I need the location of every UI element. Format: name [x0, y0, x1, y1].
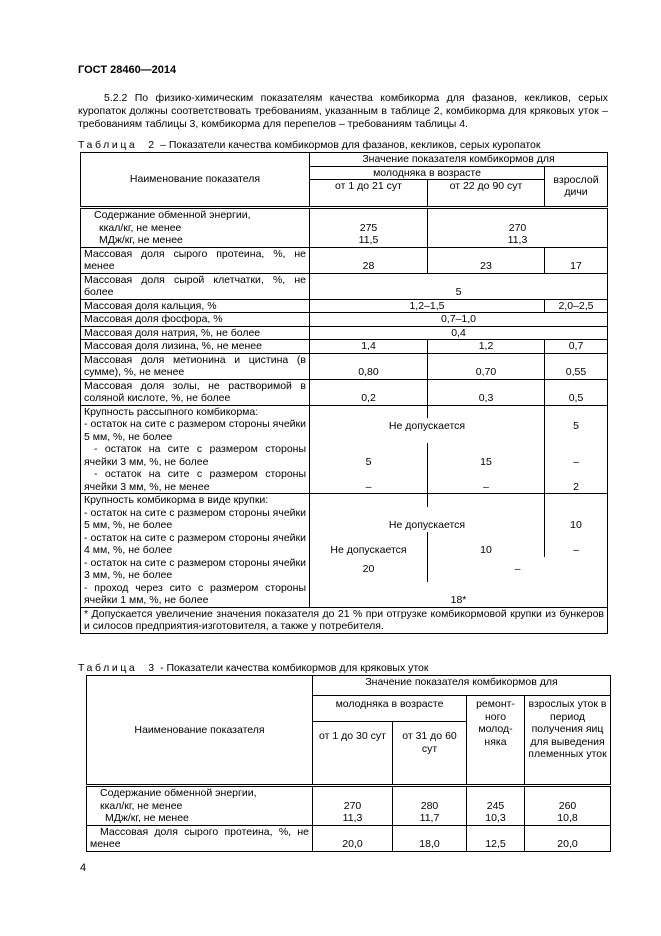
t2-energy-a1: 275	[359, 221, 378, 234]
t2-row-crumb-s1	[81, 507, 608, 532]
table3-caption-word: Таблица	[78, 662, 138, 674]
t2-crumb-s1-v12: Не допускается	[310, 507, 545, 532]
t2-loose-s3-v1: –	[310, 468, 428, 494]
standard-header: ГОСТ 28460—2014	[78, 64, 177, 76]
table2-caption-word: Таблица	[78, 139, 138, 151]
t2-loose-s1-v3: 5	[545, 418, 608, 443]
t2-energy-l3: МДж/кг, не менее	[99, 234, 183, 246]
t2-phosphorus-v: 0,7–1,0	[310, 313, 608, 327]
t3-protein-v1: 20,0	[313, 825, 393, 851]
t2-crumb-s2-v3: –	[545, 532, 608, 557]
t2-fiber-name: Массовая доля сырой клетчатки, %, не более	[81, 273, 310, 299]
t2-phosphorus-name: Массовая доля фосфора, %	[81, 313, 310, 327]
t2-protein-v3: 17	[545, 247, 608, 273]
t3-energy-b1: 11,3	[342, 812, 363, 824]
intro-paragraph	[78, 92, 608, 131]
t2-row-lysine	[81, 340, 608, 354]
table3	[86, 675, 611, 852]
t3-protein-v2: 18,0	[393, 825, 467, 851]
t2-loose-title: Крупность рассыпного комбикорма:	[81, 405, 310, 418]
t3-protein-v4: 20,0	[525, 825, 611, 851]
t2-crumb-s1-v3: 10	[545, 507, 608, 532]
t3-energy-a1: 270	[343, 799, 362, 812]
t2-row-crumb-title	[81, 494, 608, 507]
intro-text: 5.2.2 По физико-химическим показателям качества комбикорма для фазанов, кекликов, серых куропаток должны соответствовать требованиям, указанным в таблице 2, комбикорма для кряковых уток – требованиям таблицы 3, комбикорма для перепелов – требованиям таблицы 4.	[78, 92, 608, 130]
table2	[80, 152, 608, 634]
t2-methionine-v3: 0,55	[545, 353, 608, 379]
t3-energy-l1: Содержание обменной энергии,	[100, 787, 257, 799]
t2-row-loose-title	[81, 405, 608, 418]
t2-sodium-v: 0,4	[310, 326, 608, 340]
t3-protein-name: Массовая доля сырого протеина, %, не менее	[87, 825, 313, 851]
t3-energy-a3: 245	[486, 799, 505, 812]
t2-loose-s2-v3: –	[545, 443, 608, 468]
t2-ash-name: Массовая доля золы, не растворимой в соляной кислоте, %, не более	[81, 379, 310, 405]
t2-methionine-name: Массовая доля метионина и цистина (в сумме), %, не менее	[81, 353, 310, 379]
t2-calcium-v3: 2,0–2,5	[545, 299, 608, 313]
t2-row-crumb-s3	[81, 557, 608, 582]
t2-head-young: молодняка в возрасте	[310, 166, 545, 180]
t2-loose-s2: - остаток на сите с размером стороны ячейки 3 мм, %, не более	[81, 443, 310, 468]
t2-lysine-name: Массовая доля лизина, %, не менее	[81, 340, 310, 354]
t2-row-loose-s2	[81, 443, 608, 468]
t2-crumb-s4-v: 18*	[310, 582, 608, 608]
t2-row-crumb-s2	[81, 532, 608, 557]
t2-loose-s1-v12: Не допускается	[310, 418, 545, 443]
t2-energy-a2: 270	[508, 221, 527, 234]
t2-row-protein	[81, 247, 608, 273]
t2-fiber-v: 5	[310, 273, 608, 299]
t2-calcium-v12: 1,2–1,5	[310, 299, 545, 313]
t2-row-methionine	[81, 353, 608, 379]
t3-head-age1: от 1 до 30 сут	[313, 722, 393, 786]
t3-head-repair: ремонт-ного молод-няка	[467, 696, 525, 786]
t2-protein-v2: 23	[428, 247, 545, 273]
t2-row-loose-s3	[81, 468, 608, 494]
table2-caption-title: – Показатели качества комбикормов для фазанов, кекликов, серых куропаток	[160, 139, 541, 151]
t3-head-age2: от 31 до 60 сут	[393, 722, 467, 786]
t2-crumb-s2-v1: Не допускается	[310, 532, 428, 557]
t3-energy-a2: 280	[420, 799, 439, 812]
t2-loose-s3: - остаток на сите с размером стороны ячейки 3 мм, %, не менее	[81, 468, 310, 494]
t2-ash-v3: 0,5	[545, 379, 608, 405]
t3-protein-v3: 12,5	[467, 825, 525, 851]
t3-head-name: Наименование показателя	[87, 676, 313, 786]
t2-crumb-s3: - остаток на сите с размером стороны ячейки 3 мм, %, не более	[81, 557, 310, 582]
t2-head-name: Наименование показателя	[81, 153, 310, 208]
t2-crumb-s2-v2: 10	[428, 532, 545, 557]
t2-protein-name: Массовая доля сырого протеина, %, не менее	[81, 247, 310, 273]
t2-loose-s2-v2: 15	[428, 443, 545, 468]
t2-head-value: Значение показателя комбикормов для	[310, 153, 608, 167]
t3-energy-l3: МДж/кг, не менее	[105, 812, 189, 824]
t2-ash-v1: 0,2	[310, 379, 428, 405]
t2-energy-l1: Содержание обменной энергии,	[94, 209, 251, 221]
t2-energy-l2: ккал/кг, не менее	[99, 221, 182, 234]
t3-energy-a4: 260	[558, 799, 577, 812]
t2-head-adult: взрослой дичи	[545, 166, 608, 208]
t2-loose-s2-v1: 5	[310, 443, 428, 468]
t2-crumb-s2: - остаток на сите с размером стороны ячейки 4 мм, %, не более	[81, 532, 310, 557]
t3-energy-b2: 11,7	[419, 812, 440, 824]
t3-energy-l2: ккал/кг, не менее	[100, 799, 183, 812]
t2-row-energy	[81, 208, 608, 248]
t3-energy-b4: 10,8	[557, 812, 578, 824]
t3-energy-b3: 10,3	[485, 812, 506, 824]
t2-crumb-s1: - остаток на сите с размером стороны ячейки 5 мм, %, не более	[81, 507, 310, 532]
t2-row-ash	[81, 379, 608, 405]
page-number: 4	[80, 862, 87, 874]
t2-footnote: * Допускается увеличение значения показателя до 21 % при отгрузке комбикормовой крупки из бункеров и силосов предприятия-изготовителя, а также у потребителя.	[81, 607, 608, 633]
t2-methionine-v2: 0,70	[428, 353, 545, 379]
t2-lysine-v3: 0,7	[545, 340, 608, 354]
t2-lysine-v1: 1,4	[310, 340, 428, 354]
t3-head-adult: взрослых уток в период получения яиц для выведения племенных уток	[525, 696, 611, 786]
t2-energy-b2: 11,3	[507, 234, 528, 246]
t2-calcium-name: Массовая доля кальция, %	[81, 299, 310, 313]
t2-crumb-s3-v1: 20	[310, 557, 428, 582]
t2-loose-s3-v2: –	[428, 468, 545, 494]
t2-row-loose-s1	[81, 418, 608, 443]
t2-row-footnote	[81, 607, 608, 633]
t2-loose-s3-v3: 2	[545, 468, 608, 494]
table3-caption-title: - Показатели качества комбикормов для кряковых уток	[160, 662, 429, 674]
t2-head-age2: от 22 до 90 сут	[428, 180, 545, 208]
t3-head-value: Значение показателя комбикормов для	[313, 676, 611, 696]
t2-ash-v2: 0,3	[428, 379, 545, 405]
t2-row-fiber	[81, 273, 608, 299]
t2-row-calcium	[81, 299, 608, 313]
t2-methionine-v1: 0,80	[310, 353, 428, 379]
t2-crumb-s3-v23: –	[428, 557, 608, 582]
t3-head-young: молодняка в возрасте	[313, 696, 467, 722]
t2-sodium-name: Массовая доля натрия, %, не более	[81, 326, 310, 340]
table3-caption	[78, 662, 429, 675]
t2-protein-v1: 28	[310, 247, 428, 273]
t2-row-crumb-s4	[81, 582, 608, 608]
table2-caption-num: 2	[148, 139, 155, 151]
t2-energy-b1: 11,5	[358, 234, 379, 246]
t2-crumb-title: Крупность комбикорма в виде крупки:	[81, 494, 310, 507]
t3-row-protein	[87, 825, 611, 851]
t2-row-phosphorus	[81, 313, 608, 327]
t2-loose-s1: - остаток на сите с размером стороны ячейки 5 мм, %, не более	[81, 418, 310, 443]
t3-row-energy	[87, 786, 611, 826]
table3-caption-num: 3	[148, 662, 155, 674]
t2-row-sodium	[81, 326, 608, 340]
t2-crumb-s4: - проход через сито с размером стороны ячейки 1 мм, %, не более	[81, 582, 310, 608]
t2-lysine-v2: 1,2	[428, 340, 545, 354]
table2-caption	[78, 139, 541, 152]
t2-head-age1: от 1 до 21 сут	[310, 180, 428, 208]
